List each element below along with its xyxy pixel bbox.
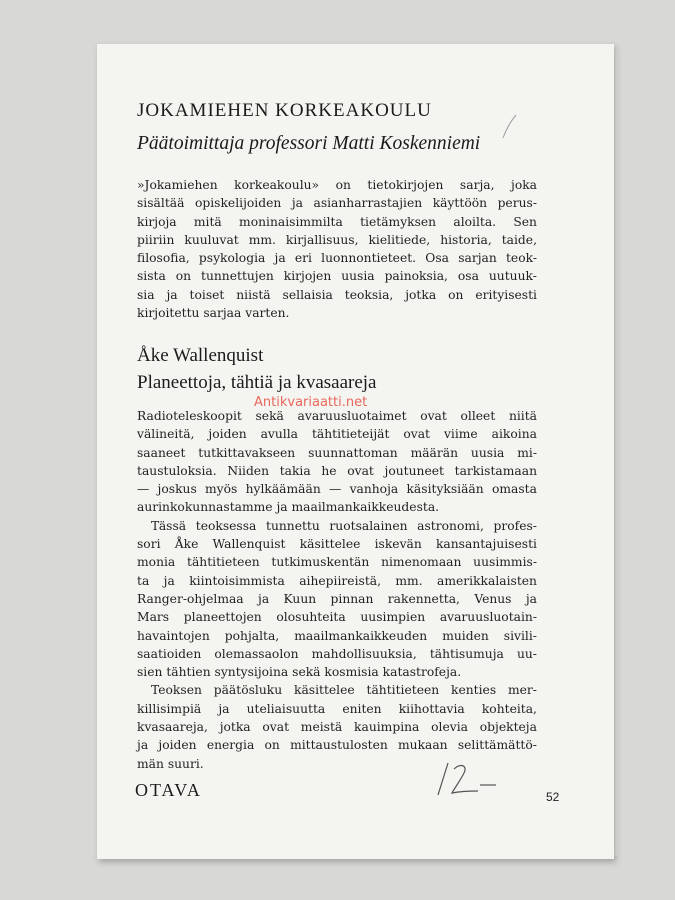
series-intro — [137, 176, 537, 322]
description-line: sori Åke Wallenquist käsittelee iskevän kansantajuisesti — [137, 537, 537, 552]
series-title: JOKAMIEHEN KORKEAKOULU — [137, 100, 432, 121]
intro-line: sista on tunnettujen kirjojen uusia painoksia, osa uutuuk- — [137, 269, 537, 284]
intro-line: »Jokamiehen korkeakoulu» on tietokirjojen sarja, joka — [137, 178, 537, 192]
description-line: Radioteleskoopit sekä avaruusluotaimet ovat olleet niitä — [137, 409, 537, 423]
description-line: kvasaareja, jotka ovat meistä kauimpina olevia objekteja — [137, 720, 537, 735]
description-line: aurinkokunnastamme ja maailmankaikkeudesta. — [137, 500, 440, 515]
intro-line: sisältää opiskelijoiden ja asianharrastajien käyttöön perus- — [137, 196, 537, 211]
editor-line: Päätoimittaja professori Matti Koskenniemi — [137, 133, 481, 154]
description-line: havaintojen pohjalta, maailmankaikkeuden muiden sivili- — [137, 628, 537, 643]
description-line: män suuri. — [137, 756, 204, 771]
intro-line: piiriin kuuluvat mm. kirjallisuus, kielitiede, historia, taide, — [137, 232, 537, 247]
page-number: 52 — [546, 790, 560, 804]
pencil-tick-mark — [500, 112, 520, 142]
book-description — [137, 407, 537, 773]
description-line: taustuloksia. Niiden takia he ovat joutuneet tarkistamaan — [137, 463, 537, 478]
description-line: ja joiden energia on mittaustulosten mukaan selittämättö- — [137, 738, 537, 753]
description-line: välineitä, joiden avulla tähtitieteijät ovat viime aikoina — [137, 427, 537, 442]
description-line: ta ja kiintoisimmista aihepiireistä, mm. amerikkalaisten — [137, 573, 537, 588]
description-line: sien tähtien syntysijoina sekä kosmisia katastrofeja. — [137, 665, 462, 680]
intro-line: kirjoja mitä moninaisimmilta tietämyksen aloilta. Sen — [137, 214, 537, 229]
description-line: killisimpiä ja uteliaisuutta eniten kiihottavia kohteita, — [137, 701, 537, 716]
description-line: Ranger-ohjelmaa ja Kuun pinnan rakennetta, Venus ja — [137, 591, 537, 606]
publisher-name: OTAVA — [135, 780, 202, 800]
description-line: saaneet tutkittavakseen suunnattoman määrän uusia mi- — [137, 445, 537, 460]
description-line: Teoksen päätösluku käsittelee tähtitieteen kenties mer- — [151, 683, 537, 698]
handwritten-price-mark — [430, 755, 510, 805]
book-title: Planeettoja, tähtiä ja kvasaareja — [137, 372, 377, 393]
intro-line: kirjoitettu sarjaa varten. — [137, 306, 290, 321]
author-name: Åke Wallenquist — [137, 345, 264, 366]
description-line: monia tähtitieteen tutkimuskentän nimenomaan uusimmis- — [137, 555, 537, 570]
description-line: Mars planeettojen olosuhteita uusimpien avaruusluotain- — [137, 610, 537, 625]
description-line: Tässä teoksessa tunnettu ruotsalainen astronomi, profes- — [151, 518, 537, 533]
intro-line: filosofia, psykologia ja eri luonnontieteet. Osa sarjan teok- — [137, 251, 537, 266]
watermark: Antikvariaatti.net — [254, 395, 368, 410]
description-line: saatioiden olemassaolon mahdollisuuksia, tähtisumuja uu- — [137, 646, 537, 661]
intro-line: sia ja toiset niistä sellaisia teoksia, jotka on erityisesti — [137, 287, 537, 302]
description-line: — joskus myös hylkäämään — vanhoja käsityksiään omasta — [137, 482, 537, 497]
